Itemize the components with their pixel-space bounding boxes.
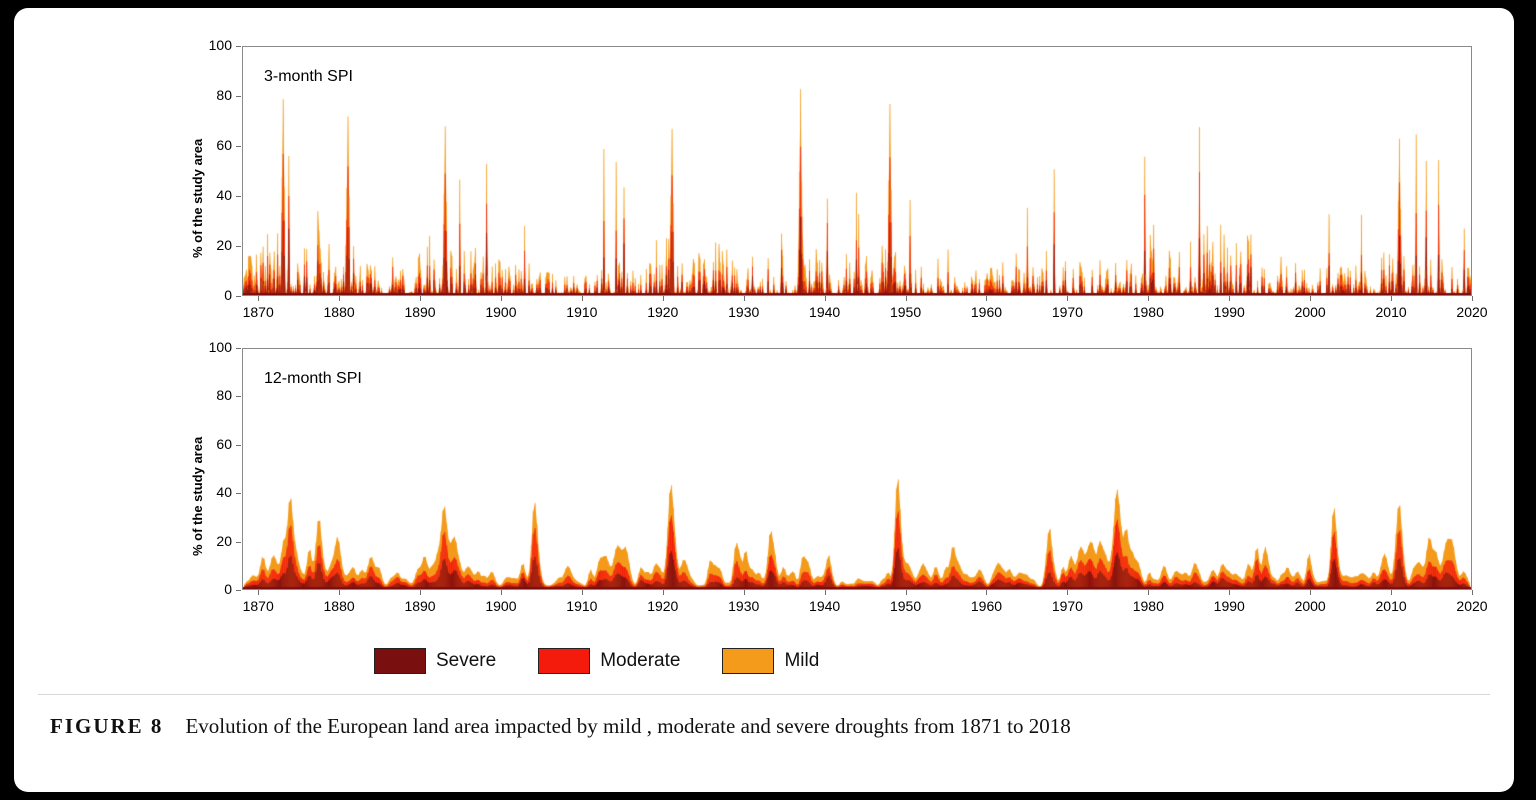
x-tick-mark (1148, 590, 1149, 595)
x-tick-mark (1391, 590, 1392, 595)
x-tick-mark (906, 296, 907, 301)
x-tick-label: 1960 (970, 304, 1003, 320)
y-tick-mark (236, 96, 241, 97)
legend-swatch-severe (374, 648, 426, 674)
y-tick-label: 40 (216, 187, 232, 203)
x-tick-mark (986, 590, 987, 595)
x-tick-mark (986, 296, 987, 301)
x-tick-mark (1472, 590, 1473, 595)
x-tick-label: 1940 (809, 598, 841, 614)
y-tick-label: 100 (208, 339, 232, 355)
x-tick-mark (744, 590, 745, 595)
x-tick-label: 1910 (566, 598, 598, 614)
x-tick-mark (1148, 296, 1149, 301)
legend-label-severe: Severe (436, 650, 497, 671)
x-tick-label: 1970 (1051, 304, 1083, 320)
y-tick-label: 100 (208, 37, 232, 53)
legend-swatch-mild (722, 648, 774, 674)
y-tick-label: 20 (216, 237, 232, 253)
figure-card (14, 8, 1514, 792)
x-tick-mark (663, 296, 664, 301)
x-tick-label: 1900 (485, 598, 517, 614)
y-tick-mark (236, 542, 241, 543)
x-tick-mark (906, 590, 907, 595)
x-tick-label: 1920 (647, 598, 679, 614)
x-tick-mark (1310, 296, 1311, 301)
x-tick-label: 1930 (728, 598, 760, 614)
panel2-y-axis-label: % of the study area (190, 436, 205, 556)
x-tick-mark (339, 296, 340, 301)
x-tick-label: 2010 (1375, 304, 1407, 320)
panel2-title: 12-month SPI (264, 370, 362, 387)
x-tick-label: 2000 (1294, 598, 1326, 614)
legend-item-severe (374, 648, 496, 674)
panel-3-month-spi (242, 46, 1472, 296)
x-tick-mark (420, 590, 421, 595)
x-tick-mark (582, 296, 583, 301)
x-tick-mark (258, 296, 259, 301)
x-tick-mark (825, 590, 826, 595)
y-tick-label: 60 (216, 137, 232, 153)
y-tick-mark (236, 493, 241, 494)
x-tick-label: 1960 (970, 598, 1003, 614)
legend-item-mild (722, 648, 819, 674)
x-tick-label: 2020 (1456, 598, 1488, 614)
y-tick-mark (236, 146, 241, 147)
x-tick-mark (1391, 296, 1392, 301)
x-tick-label: 2000 (1294, 304, 1326, 320)
x-tick-label: 1930 (728, 304, 760, 320)
panel1-title: 3-month SPI (264, 68, 353, 85)
y-tick-label: 80 (216, 387, 232, 404)
y-tick-mark (236, 445, 241, 446)
y-tick-mark (236, 396, 241, 397)
legend-label-mild: Mild (784, 650, 820, 671)
x-tick-label: 1990 (1213, 598, 1245, 614)
x-tick-label: 1870 (242, 304, 274, 320)
x-tick-mark (1310, 590, 1311, 595)
x-tick-label: 1880 (323, 598, 355, 614)
legend-item-moderate (538, 648, 680, 674)
y-tick-mark (236, 46, 241, 47)
x-tick-mark (1229, 590, 1230, 595)
x-tick-label: 1980 (1132, 304, 1164, 320)
x-tick-label: 1910 (566, 304, 598, 320)
x-tick-label: 1950 (889, 598, 922, 614)
y-tick-mark (236, 246, 241, 247)
x-tick-mark (501, 590, 502, 595)
figure-number: FIGURE 8 (50, 714, 164, 738)
y-tick-label: 60 (216, 435, 232, 452)
panel1-plot-area (243, 47, 1471, 295)
y-tick-mark (236, 590, 241, 591)
figure-caption-text: Evolution of the European land area impacted by mild , moderate and severe droughts from 1871 to 2018 (185, 714, 1071, 738)
legend-swatch-moderate (538, 648, 590, 674)
x-tick-mark (825, 296, 826, 301)
y-tick-label: 80 (216, 87, 232, 103)
x-tick-label: 1950 (889, 304, 922, 320)
figure-caption (50, 714, 1470, 739)
y-tick-label: 0 (224, 581, 232, 597)
x-tick-mark (1067, 296, 1068, 301)
panel-12-month-spi (242, 348, 1472, 590)
panel2-plot-area (243, 349, 1471, 589)
x-tick-label: 1920 (647, 304, 679, 320)
x-tick-mark (1067, 590, 1068, 595)
y-tick-mark (236, 196, 241, 197)
x-tick-label: 1940 (809, 304, 841, 320)
y-tick-label: 20 (216, 532, 232, 549)
x-tick-label: 1890 (404, 304, 436, 320)
x-tick-label: 1890 (404, 598, 436, 614)
x-tick-label: 1900 (485, 304, 517, 320)
y-tick-mark (236, 348, 241, 349)
x-tick-mark (744, 296, 745, 301)
x-tick-mark (339, 590, 340, 595)
y-tick-mark (236, 296, 241, 297)
y-tick-label: 40 (216, 484, 232, 501)
x-tick-mark (663, 590, 664, 595)
x-tick-label: 1990 (1213, 304, 1245, 320)
caption-divider (38, 694, 1490, 695)
chart-legend (374, 644, 1114, 678)
x-tick-label: 2010 (1375, 598, 1407, 614)
x-tick-label: 1980 (1132, 598, 1164, 614)
x-tick-mark (420, 296, 421, 301)
x-tick-label: 1970 (1051, 598, 1083, 614)
x-tick-mark (1472, 296, 1473, 301)
legend-label-moderate: Moderate (600, 650, 681, 671)
y-tick-label: 0 (224, 287, 232, 303)
x-tick-label: 1880 (323, 304, 355, 320)
panel1-y-axis-label: % of the study area (190, 138, 205, 258)
x-tick-label: 1870 (242, 598, 274, 614)
x-tick-mark (582, 590, 583, 595)
x-tick-label: 2020 (1456, 304, 1488, 320)
x-tick-mark (501, 296, 502, 301)
x-tick-mark (1229, 296, 1230, 301)
x-tick-mark (258, 590, 259, 595)
